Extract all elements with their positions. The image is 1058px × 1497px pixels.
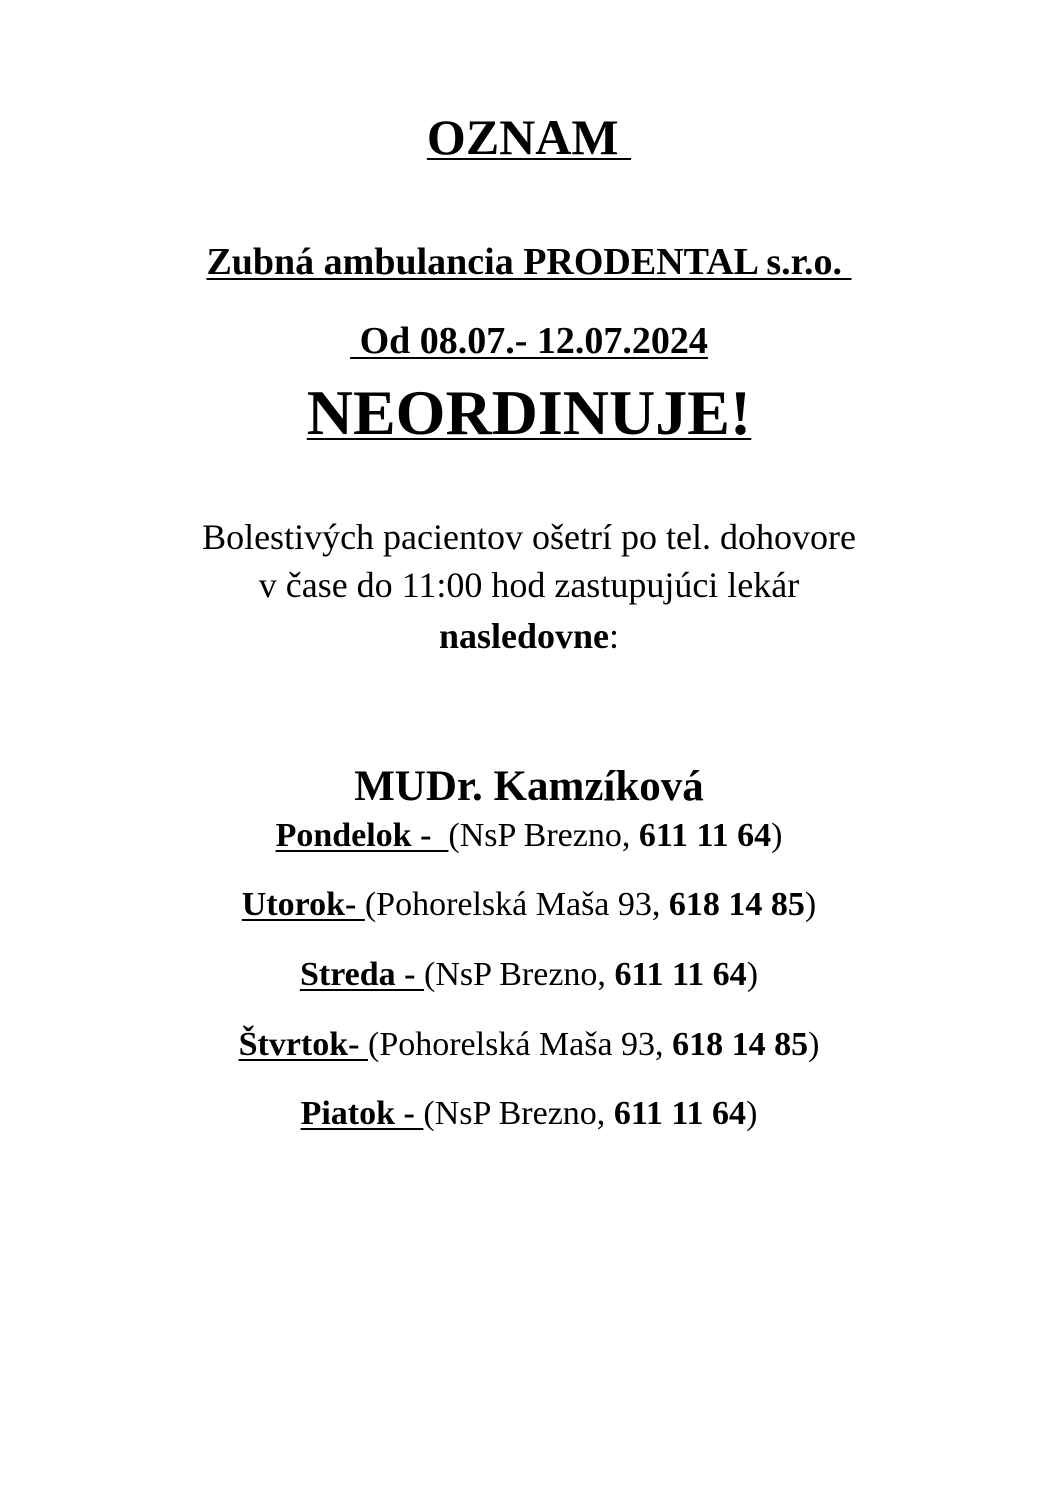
info-line-2: v čase do 11:00 hod zastupujúci lekár bbox=[258, 565, 800, 605]
doctor-name: MUDr. Kamzíková bbox=[354, 763, 704, 810]
schedule-phone: 618 14 85 bbox=[668, 886, 805, 923]
schedule-location: (Pohorelská Maša 93, bbox=[364, 886, 669, 923]
info-line-1: Bolestivých pacientov ošetrí po tel. dohovore bbox=[202, 517, 856, 557]
schedule-close-paren: ) bbox=[808, 1026, 820, 1063]
schedule-location: (Pohorelská Maša 93, bbox=[368, 1026, 673, 1063]
clinic-name: Zubná ambulancia PRODENTAL s.r.o. bbox=[206, 241, 852, 283]
info-line-3-rest: : bbox=[609, 616, 620, 656]
schedule-day: Streda - bbox=[299, 956, 424, 993]
closed-heading: NEORDINUJE! bbox=[306, 377, 752, 448]
schedule-row-thursday bbox=[0, 1028, 1058, 1062]
schedule-close-paren: ) bbox=[746, 956, 759, 993]
schedule-location: (NsP Brezno, bbox=[423, 1095, 614, 1132]
info-line-3-bold: nasledovne bbox=[438, 616, 610, 656]
schedule-day: Piatok - bbox=[300, 1095, 424, 1132]
schedule-row-monday bbox=[0, 819, 1058, 853]
schedule-location: (NsP Brezno, bbox=[448, 817, 639, 854]
schedule-day: Pondelok - bbox=[275, 817, 449, 854]
schedule-day: Štvrtok- bbox=[238, 1026, 368, 1063]
schedule-phone: 611 11 64 bbox=[614, 956, 747, 993]
info-line-3 bbox=[0, 618, 1058, 654]
schedule-close-paren: ) bbox=[746, 1095, 758, 1132]
schedule-row-friday bbox=[0, 1097, 1058, 1131]
schedule-day: Utorok- bbox=[241, 886, 365, 923]
schedule-row-tuesday bbox=[0, 888, 1058, 922]
closure-dates: Od 08.07.- 12.07.2024 bbox=[350, 320, 708, 362]
schedule-close-paren: ) bbox=[771, 817, 783, 854]
notice-title: OZNAM bbox=[426, 109, 632, 165]
schedule-close-paren: ) bbox=[804, 886, 817, 923]
schedule-phone: 611 11 64 bbox=[613, 1095, 747, 1132]
schedule-row-wednesday bbox=[0, 958, 1058, 992]
schedule-phone: 611 11 64 bbox=[638, 817, 772, 854]
schedule-location: (NsP Brezno, bbox=[424, 956, 615, 993]
schedule-phone: 618 14 85 bbox=[672, 1026, 809, 1063]
